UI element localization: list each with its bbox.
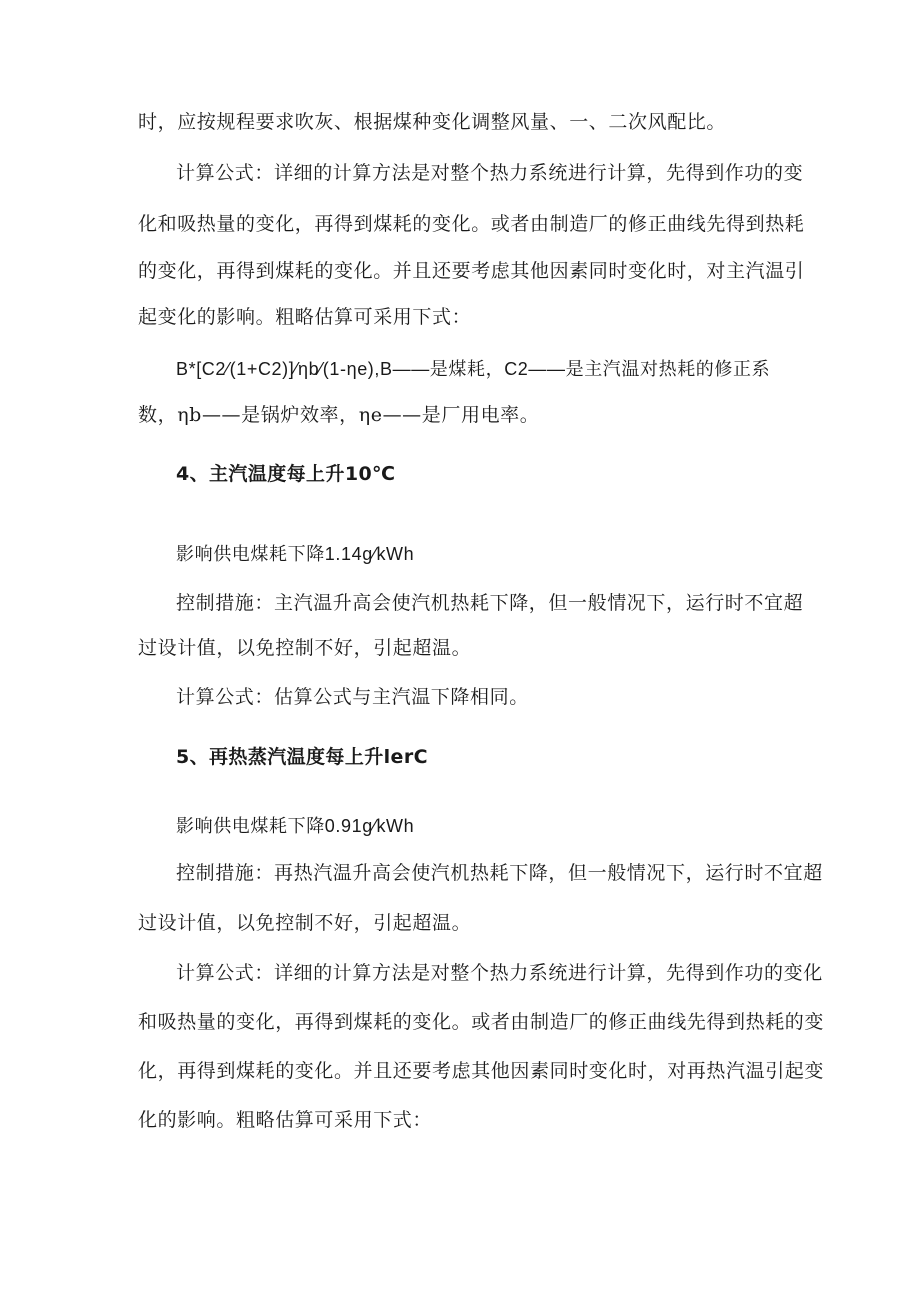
section-heading: 5、再热蒸汽温度每上升lerC [176,746,428,768]
paragraph-line: 化的影响。粗略估算可采用下式： [138,1109,433,1131]
formula-line: B*[C2⁄(1+C2)]⁄ηb⁄(1-ηe),B——是煤耗，C2——是主汽温对热耗的修正系 [176,359,771,379]
paragraph-line: 过设计值，以免控制不好，引起超温。 [138,912,472,934]
paragraph-line: 计算公式：详细的计算方法是对整个热力系统进行计算，先得到作功的变化 [176,962,823,984]
paragraph-line: 的变化，再得到煤耗的变化。并且还要考虑其他因素同时变化时，对主汽温引 [138,260,805,282]
paragraph-line: 计算公式：估算公式与主汽温下降相同。 [176,686,529,708]
formula-line: 数，ηb——是锅炉效率，ηe——是厂用电率。 [138,404,540,426]
paragraph-line: 化和吸热量的变化，再得到煤耗的变化。或者由制造厂的修正曲线先得到热耗 [138,213,805,235]
paragraph-line: 和吸热量的变化，再得到煤耗的变化。或者由制造厂的修正曲线先得到热耗的变 [138,1011,825,1033]
paragraph-line: 化，再得到煤耗的变化。并且还要考虑其他因素同时变化时，对再热汽温引起变 [138,1060,825,1082]
impact-line: 影响供电煤耗下降0.91g⁄kWh [176,816,415,836]
paragraph-line: 起变化的影响。粗略估算可采用下式： [138,306,472,328]
paragraph-line: 控制措施：再热汽温升高会使汽机热耗下降，但一般情况下，运行时不宜超 [176,862,823,884]
paragraph-line: 时，应按规程要求吹灰、根据煤种变化调整风量、一、二次风配比。 [138,111,727,133]
paragraph-line: 过设计值，以免控制不好，引起超温。 [138,637,472,659]
paragraph-line: 计算公式：详细的计算方法是对整个热力系统进行计算，先得到作功的变 [176,162,804,184]
section-heading: 4、主汽温度每上升10℃ [176,463,396,485]
paragraph-line: 控制措施：主汽温升高会使汽机热耗下降，但一般情况下，运行时不宜超 [176,592,804,614]
impact-line: 影响供电煤耗下降1.14g⁄kWh [176,544,415,564]
